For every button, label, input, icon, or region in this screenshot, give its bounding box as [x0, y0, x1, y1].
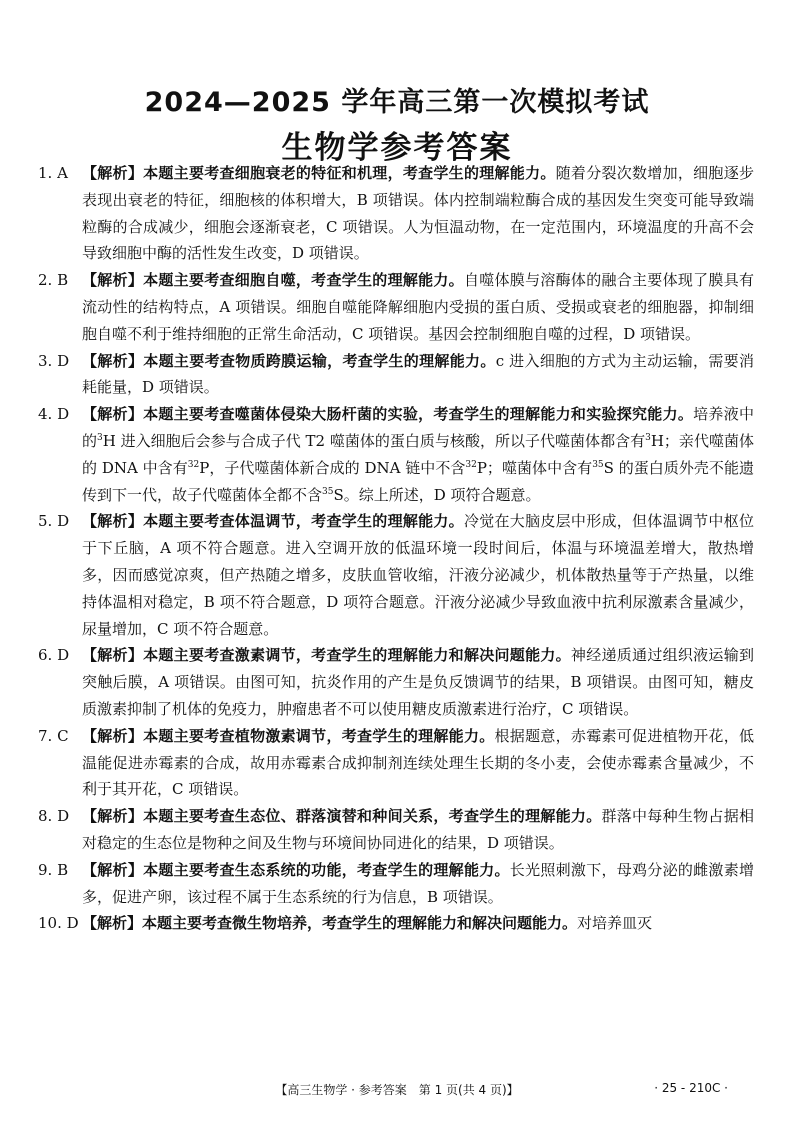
analysis-heading: 【解析】本题主要考查细胞衰老的特征和机理，考查学生的理解能力。 [82, 164, 556, 182]
answer-number: 9. B [38, 860, 69, 879]
analysis-heading: 【解析】本题主要考查激素调节，考查学生的理解能力和解决问题能力。 [82, 646, 571, 665]
isotope-mass-number: 32 [465, 459, 477, 470]
analysis-heading: 【解析】本题主要考查细胞自噬，考查学生的理解能力。 [82, 271, 464, 290]
isotope-mass-number: 32 [187, 459, 200, 470]
isotope-mass-number: 35 [592, 459, 604, 470]
analysis-heading: 【解析】本题主要考查物质跨膜运输，考查学生的理解能力。 [82, 351, 496, 370]
answer-number: 7. C [38, 726, 69, 745]
analysis-heading: 【解析】本题主要考查微生物培养，考查学生的理解能力和解决问题能力。 [82, 914, 578, 933]
isotope-mass-number: 35 [322, 486, 334, 497]
text-segment: S。综上所述，D 项符合题意。 [333, 485, 541, 504]
page-footer: 【高三生物学 · 参考答案 第 1 页(共 4 页)】 [275, 1083, 519, 1097]
answer-number: 1. A [38, 164, 68, 182]
answer-number: 4. D [38, 405, 70, 424]
answer-item-9 [38, 857, 754, 911]
analysis-text: 根据题意，赤霉素可促进植物开花，低温能促进赤霉素的合成，故用赤霉素合成抑制剂连续处理生长期的冬小麦，会使赤霉素含量减少，不利于其开花，C 项错误。 [82, 726, 754, 799]
text-segment: 培养液中的 [82, 405, 754, 450]
analysis-text: 对培养皿灭 [577, 914, 653, 933]
answer-number: 6. D [38, 646, 70, 665]
analysis-text: 神经递质通过组织液运输到突触后膜，A 项错误。由图可知，抗炎作用的产生是负反馈调节的结果，B 项错误。由图可知，糖皮质激素抑制了机体的免疫力，肿瘤患者不可以使用糖皮质激素进行治疗，C 项错误。 [82, 646, 754, 718]
answer-key-title: 生物学参考答案 [281, 130, 513, 166]
answer-number: 8. D [38, 807, 70, 826]
answer-number: 3. D [38, 351, 70, 370]
exam-title: 2024—2025 学年高三第一次模拟考试 [144, 87, 650, 118]
document-code: · 25 - 210C · [654, 1081, 728, 1095]
answer-item-3 [38, 348, 754, 402]
analysis-heading: 【解析】本题主要考查体温调节，考查学生的理解能力。 [82, 512, 464, 531]
text-segment: P，子代噬菌体新合成的 DNA 链中不含 [199, 458, 466, 477]
text-segment: P；噬菌体中含有 [476, 458, 593, 477]
answer-item-8 [38, 803, 754, 857]
answer-item-4 [38, 401, 754, 508]
analysis-heading: 【解析】本题主要考查植物激素调节，考查学生的理解能力。 [82, 726, 495, 745]
analysis-heading: 【解析】本题主要考查生态位、群落演替和种间关系，考查学生的理解能力。 [82, 807, 602, 826]
analysis-text: 群落中每种生物占据相对稳定的生态位是物种之间及生物与环境间协同进化的结果，D 项错误。 [82, 807, 754, 852]
analysis-text: 随着分裂次数增加，细胞逐步表现出衰老的特征，细胞核的体积增大，B 项错误。体内控制端粒酶合成的基因发生突变可能导致端粒酶的合成减少，细胞会逐渐衰老，C 项错误。人为恒温动物，在一定范围内，环境温度的升高不会导致细胞中酶的活性发生改变，D 项错误。 [82, 164, 754, 263]
answer-number: 5. D [38, 512, 70, 531]
answer-list [38, 160, 754, 937]
text-segment: H；亲代噬菌体的 DNA 中含有 [82, 431, 754, 477]
analysis-heading: 【解析】本题主要考查生态系统的功能，考查学生的理解能力。 [82, 860, 510, 879]
analysis-text: 自噬体膜与溶酶体的融合主要体现了膜具有流动性的结构特点，A 项错误。细胞自噬能降解细胞内受损的蛋白质、受损或衰老的细胞器，抑制细胞自噬不利于维持细胞的正常生命活动，C 项错误。基因会控制细胞自噬的过程，D 项错误。 [82, 271, 754, 343]
answer-item-7 [38, 723, 754, 803]
answer-item-2 [38, 267, 754, 347]
isotope-mass-number: 3 [645, 432, 651, 443]
analysis-text: 冷觉在大脑皮层中形成，但体温调节中枢位于下丘脑，A 项不符合题意。进入空调开放的低温环境一段时间后，体温与环境温差增大，散热增多，因而感觉凉爽，但产热随之增多，皮肤血管收缩，汗液分泌减少，机体散热量等于产热量，以维持体温相对稳定，B 项不符合题意，D 项符合题意。汗液分泌减少导致血液中抗利尿激素含量减少，尿量增加，C 项不符合题意。 [82, 512, 754, 638]
text-segment: H 进入细胞后会参与合成子代 T2 噬菌体的蛋白质与核酸，所以子代噬菌体都含有 [102, 431, 646, 450]
text-segment: S 的蛋白质外壳不能遗传到下一代，故子代噬菌体全都不含 [82, 458, 754, 504]
analysis-text: c 进入细胞的方式为主动运输，需要消耗能量，D 项错误。 [82, 351, 754, 397]
answer-item-1 [38, 160, 754, 267]
isotope-mass-number: 3 [97, 432, 103, 443]
analysis-text: 长光照刺激下，母鸡分泌的雌激素增多，促进产卵，该过程不属于生态系统的行为信息，B 项错误。 [82, 860, 754, 906]
answer-item-5 [38, 508, 754, 642]
analysis-heading: 【解析】本题主要考查噬菌体侵染大肠杆菌的实验，考查学生的理解能力和实验探究能力。 [82, 405, 694, 424]
answer-item-6 [38, 642, 754, 722]
answer-number: 2. B [38, 271, 69, 290]
answer-number: 10. D [38, 914, 79, 933]
answer-item-10 [38, 910, 754, 937]
